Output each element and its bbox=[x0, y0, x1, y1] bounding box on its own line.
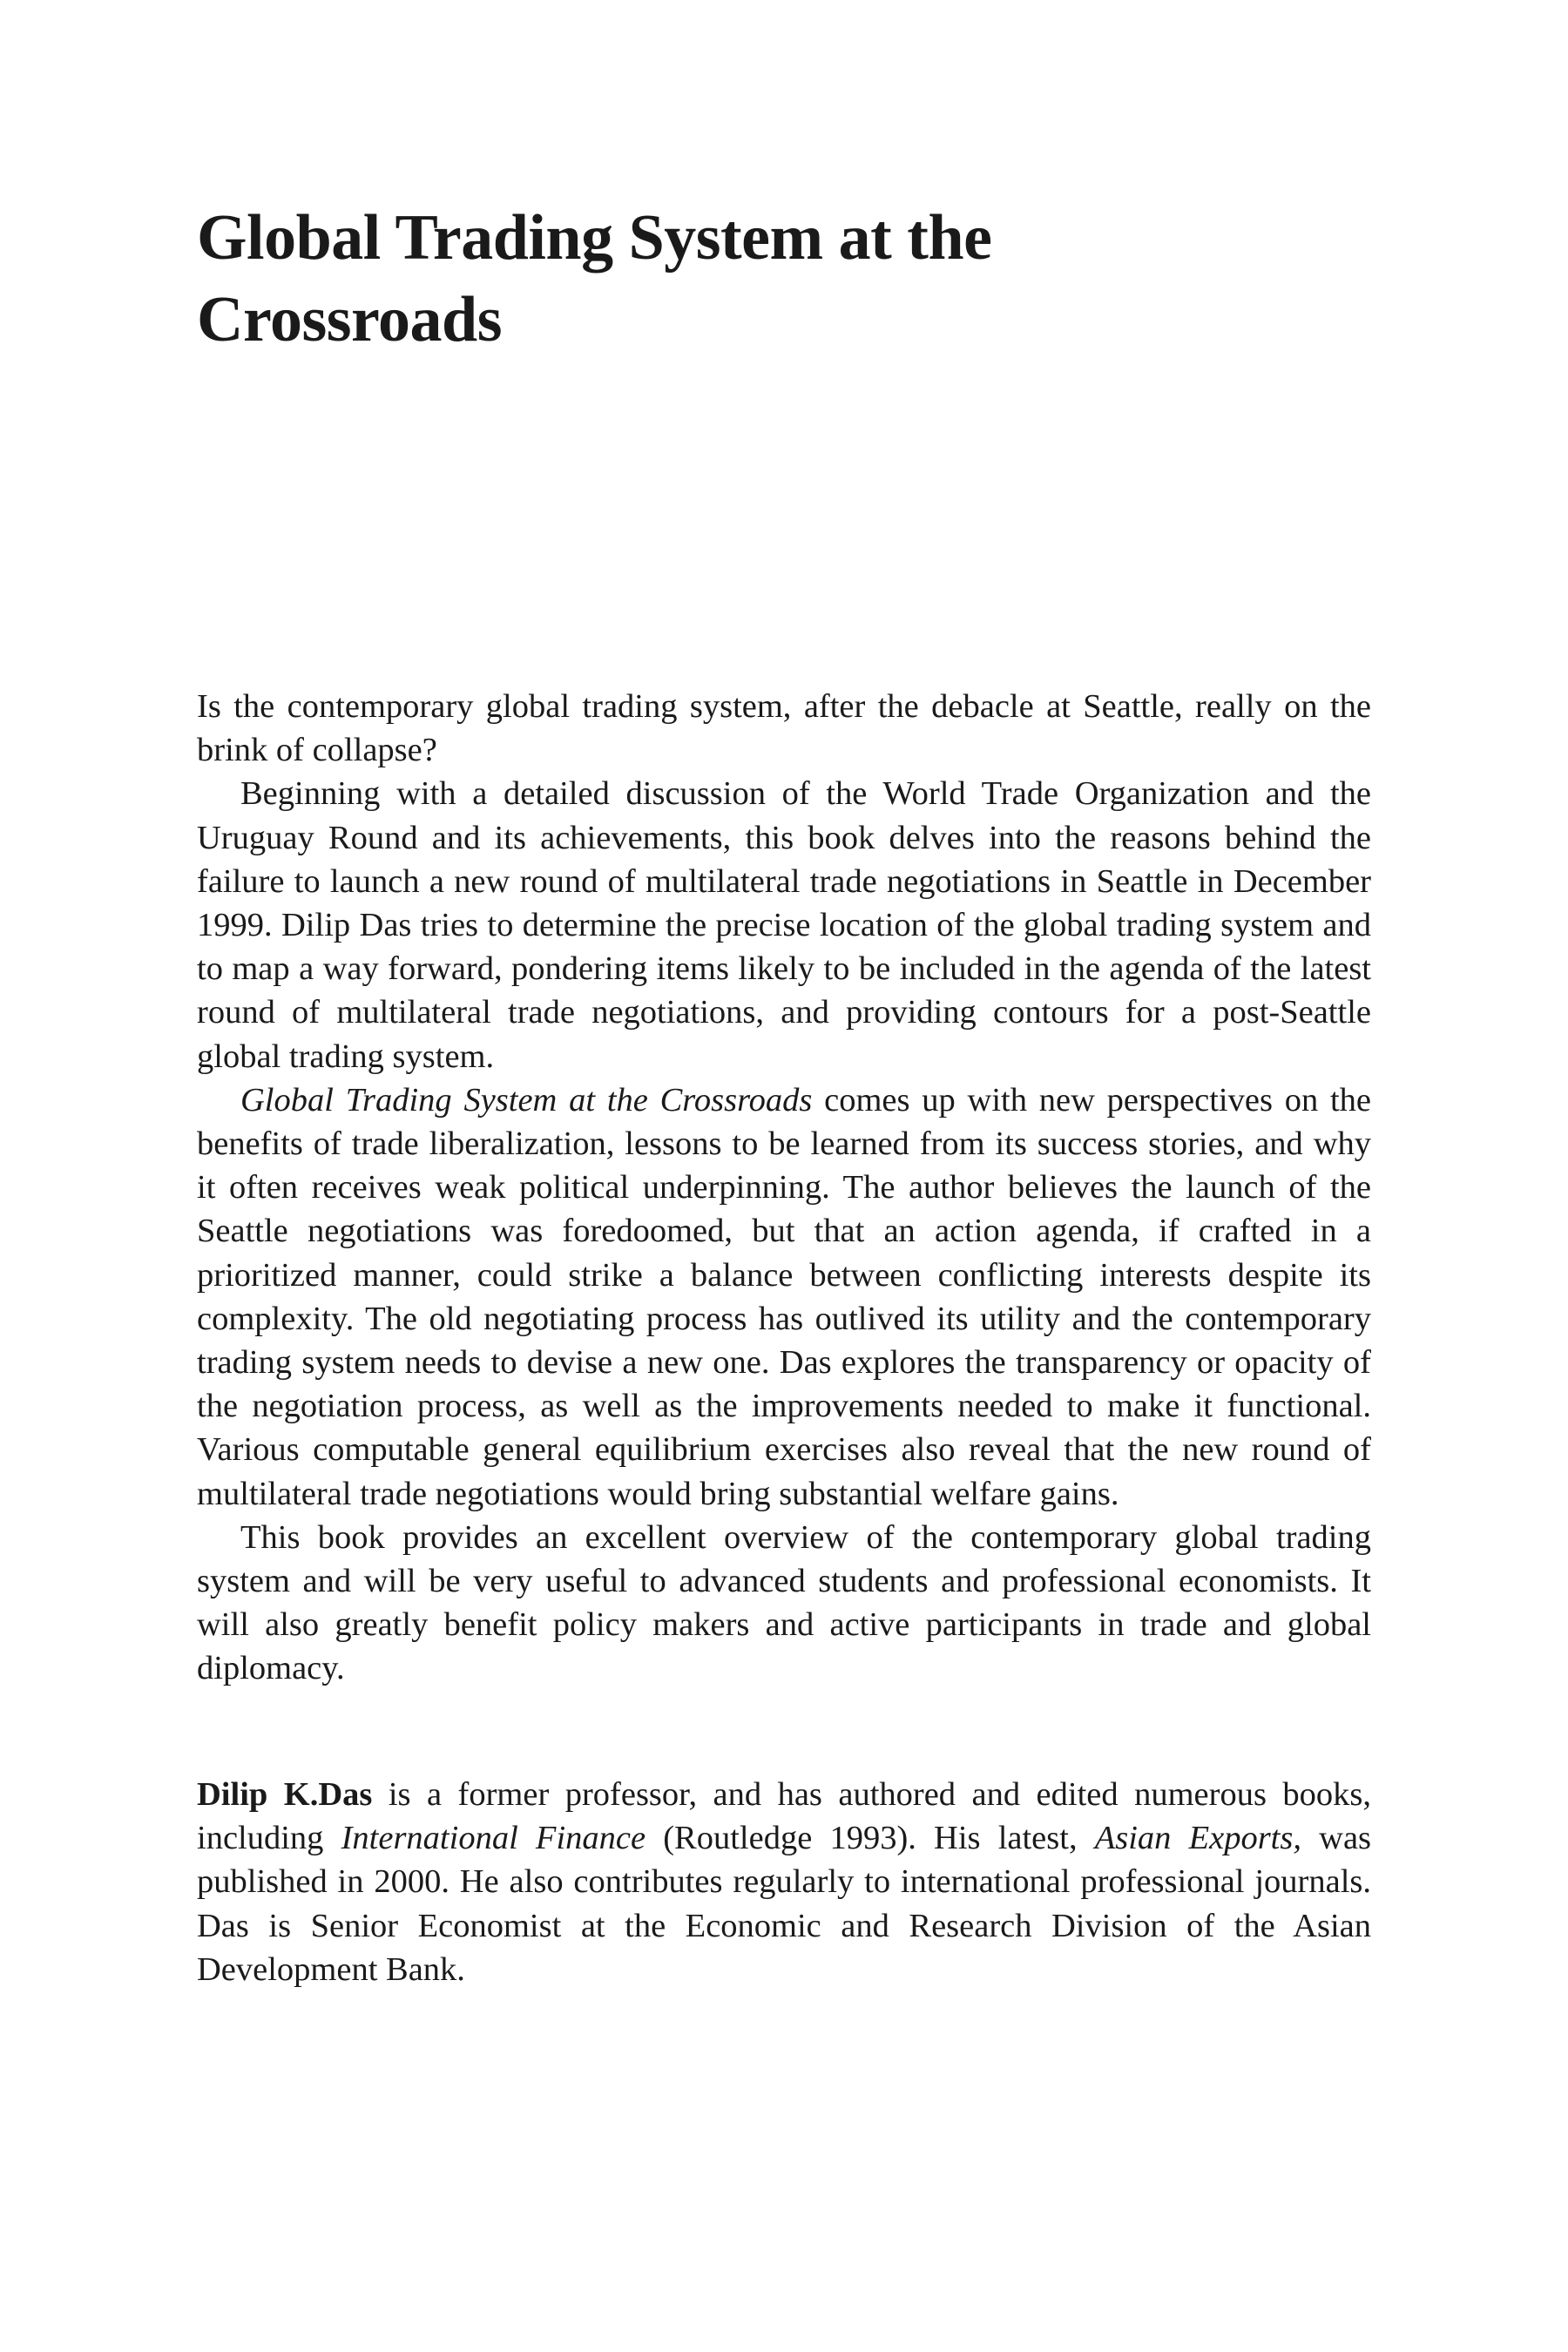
blurb-paragraph-1: Is the contemporary global trading system, after the debacle at Seattle, really on the brink of collapse? bbox=[197, 688, 1371, 769]
author-name: Dilip K.Das bbox=[197, 1776, 373, 1813]
blurb-paragraph-3-text: comes up with new perspectives on the benefits of trade liberalization, lessons to be learned from its success stories, and why it often receives weak political underpinning. The author believes the launch of the Seattle negotiations was foredoomed, but that an action agenda, if crafted in a prioritized manner, could strike a balance between conflicting interests despite its complexity. The old negotiating process has outlived its utility and the contemporary trading system needs to devise a new one. Das explores the transparency or opacity of the negotiation process, as well as the improvements needed to make it functional. Various computable general equilibrium exercises also reveal that the new round of multilateral trade negotiations would bring substantial welfare gains. bbox=[197, 1081, 1371, 1512]
book-title-line-1: Global Trading System at the bbox=[197, 202, 992, 274]
author-bio bbox=[197, 1773, 1371, 1991]
book-title-line-2: Crossroads bbox=[197, 284, 503, 355]
book-blurb bbox=[197, 685, 1371, 1691]
blurb-paragraph-4: This book provides an excellent overview of the contemporary global trading system and will be very useful to advanced students and professional economists. It will also greatly benefit policy makers and active participants in trade and global diplomacy. bbox=[197, 1518, 1371, 1687]
author-book-1: International Finance bbox=[341, 1820, 646, 1857]
author-bio-text-3: was published in 2000. He also contributes regularly to international professional journals. Das is Senior Economist at the Economic and Research Division of the Asian Development Bank. bbox=[197, 1820, 1372, 1988]
book-title bbox=[197, 197, 1155, 361]
author-bio-text-1: is a former professor, and has authored and edited numerous books, including bbox=[197, 1776, 1371, 1857]
author-bio-text-2: (Routledge 1993). His latest, bbox=[645, 1820, 1095, 1857]
author-bio-paragraph bbox=[197, 1773, 1371, 1991]
blurb-paragraph-2: Beginning with a detailed discussion of the World Trade Organization and the Uruguay Round and its achievements, this book delves into the reasons behind the failure to launch a new round of multilateral trade negotiations in Seattle in December 1999. Dilip Das tries to determine the precise location of the global trading system and to map a way forward, pondering items likely to be included in the agenda of the latest round of multilateral trade negotiations, and providing contours for a post-Seattle global trading system. bbox=[197, 775, 1371, 1075]
blurb-paragraph-3 bbox=[197, 1078, 1371, 1516]
blurb-book-title: Global Trading System at the Crossroads bbox=[240, 1081, 813, 1119]
author-book-2: Asian Exports, bbox=[1094, 1820, 1301, 1857]
